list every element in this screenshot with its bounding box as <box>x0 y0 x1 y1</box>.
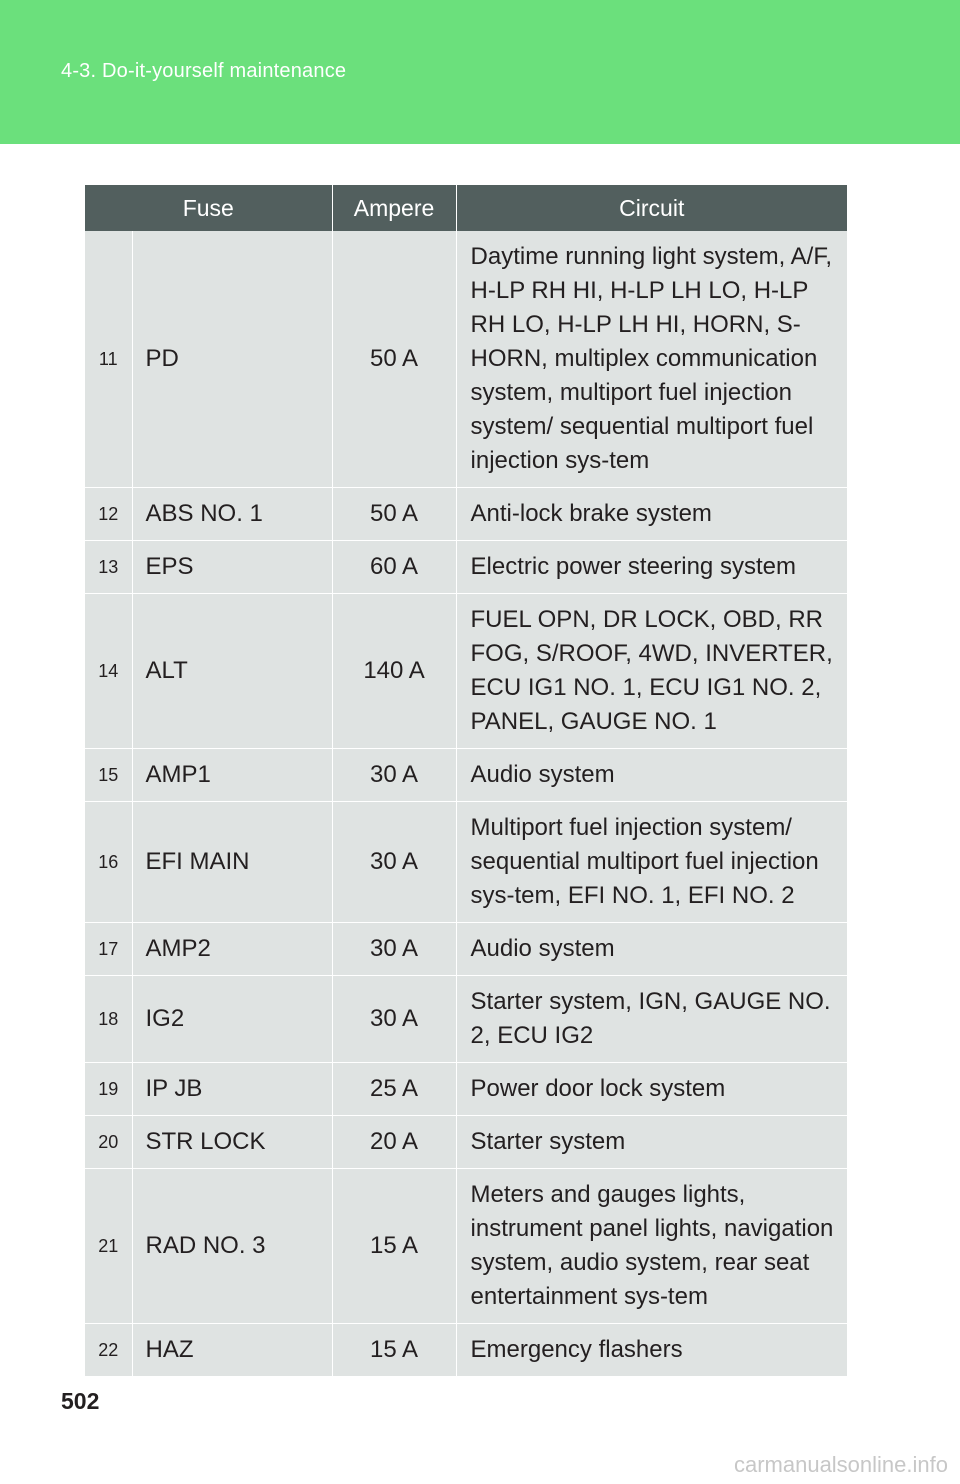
fuse-number: 17 <box>85 923 132 976</box>
fuse-ampere: 25 A <box>332 1063 456 1116</box>
fuse-name: HAZ <box>132 1324 332 1377</box>
table-row <box>85 1116 847 1169</box>
fuse-ampere: 30 A <box>332 749 456 802</box>
table-row <box>85 1063 847 1116</box>
fuse-circuit: Daytime running light system, A/F, H-LP RH HI, H-LP LH LO, H-LP RH LO, H-LP LH HI, HORN, S-HORN, multiplex communication system, multiport fuel injection system/ sequential multiport fuel injection sys-tem <box>456 231 847 488</box>
fuse-name: ALT <box>132 594 332 749</box>
table-row <box>85 231 847 488</box>
fuse-name: IG2 <box>132 976 332 1063</box>
fuse-circuit: Starter system <box>456 1116 847 1169</box>
fuse-circuit: Emergency flashers <box>456 1324 847 1377</box>
fuse-ampere: 20 A <box>332 1116 456 1169</box>
fuse-number: 11 <box>85 231 132 488</box>
fuse-circuit: Meters and gauges lights, instrument panel lights, navigation system, audio system, rear seat entertainment sys-tem <box>456 1169 847 1324</box>
fuse-name: IP JB <box>132 1063 332 1116</box>
fuse-name: ABS NO. 1 <box>132 488 332 541</box>
fuse-ampere: 30 A <box>332 976 456 1063</box>
table-row <box>85 594 847 749</box>
fuse-circuit: Starter system, IGN, GAUGE NO. 2, ECU IG2 <box>456 976 847 1063</box>
fuse-number: 22 <box>85 1324 132 1377</box>
fuse-number: 21 <box>85 1169 132 1324</box>
fuse-circuit: FUEL OPN, DR LOCK, OBD, RR FOG, S/ROOF, 4WD, INVERTER, ECU IG1 NO. 1, ECU IG1 NO. 2, PANEL, GAUGE NO. 1 <box>456 594 847 749</box>
fuse-number: 15 <box>85 749 132 802</box>
fuse-number: 19 <box>85 1063 132 1116</box>
fuse-number: 18 <box>85 976 132 1063</box>
table-header-row <box>85 185 847 231</box>
fuse-number: 12 <box>85 488 132 541</box>
table-row <box>85 802 847 923</box>
fuse-name: EFI MAIN <box>132 802 332 923</box>
fuse-circuit: Power door lock system <box>456 1063 847 1116</box>
fuse-ampere: 15 A <box>332 1169 456 1324</box>
fuse-number: 20 <box>85 1116 132 1169</box>
table-row <box>85 976 847 1063</box>
fuse-ampere: 15 A <box>332 1324 456 1377</box>
column-header-ampere: Ampere <box>332 185 456 231</box>
fuse-number: 16 <box>85 802 132 923</box>
table-row <box>85 1324 847 1377</box>
fuse-ampere: 60 A <box>332 541 456 594</box>
fuse-name: RAD NO. 3 <box>132 1169 332 1324</box>
fuse-circuit: Audio system <box>456 749 847 802</box>
fuse-number: 14 <box>85 594 132 749</box>
fuse-ampere: 140 A <box>332 594 456 749</box>
fuse-circuit: Anti-lock brake system <box>456 488 847 541</box>
fuse-ampere: 50 A <box>332 231 456 488</box>
fuse-circuit: Audio system <box>456 923 847 976</box>
watermark-text: carmanualsonline.info <box>733 1452 948 1477</box>
fuse-circuit: Electric power steering system <box>456 541 847 594</box>
section-title: 4-3. Do-it-yourself maintenance <box>61 60 347 82</box>
table-row <box>85 749 847 802</box>
fuse-ampere: 30 A <box>332 923 456 976</box>
fuse-circuit: Multiport fuel injection system/ sequential multiport fuel injection sys-tem, EFI NO. 1, EFI NO. 2 <box>456 802 847 923</box>
fuse-name: AMP1 <box>132 749 332 802</box>
fuse-table <box>85 185 847 1377</box>
page-number: 502 <box>61 1388 100 1414</box>
fuse-name: PD <box>132 231 332 488</box>
table-row <box>85 923 847 976</box>
table-row <box>85 1169 847 1324</box>
table-row <box>85 488 847 541</box>
fuse-number: 13 <box>85 541 132 594</box>
fuse-name: AMP2 <box>132 923 332 976</box>
fuse-name: STR LOCK <box>132 1116 332 1169</box>
column-header-fuse: Fuse <box>85 185 332 231</box>
fuse-ampere: 50 A <box>332 488 456 541</box>
fuse-ampere: 30 A <box>332 802 456 923</box>
fuse-name: EPS <box>132 541 332 594</box>
table-row <box>85 541 847 594</box>
column-header-circuit: Circuit <box>456 185 847 231</box>
